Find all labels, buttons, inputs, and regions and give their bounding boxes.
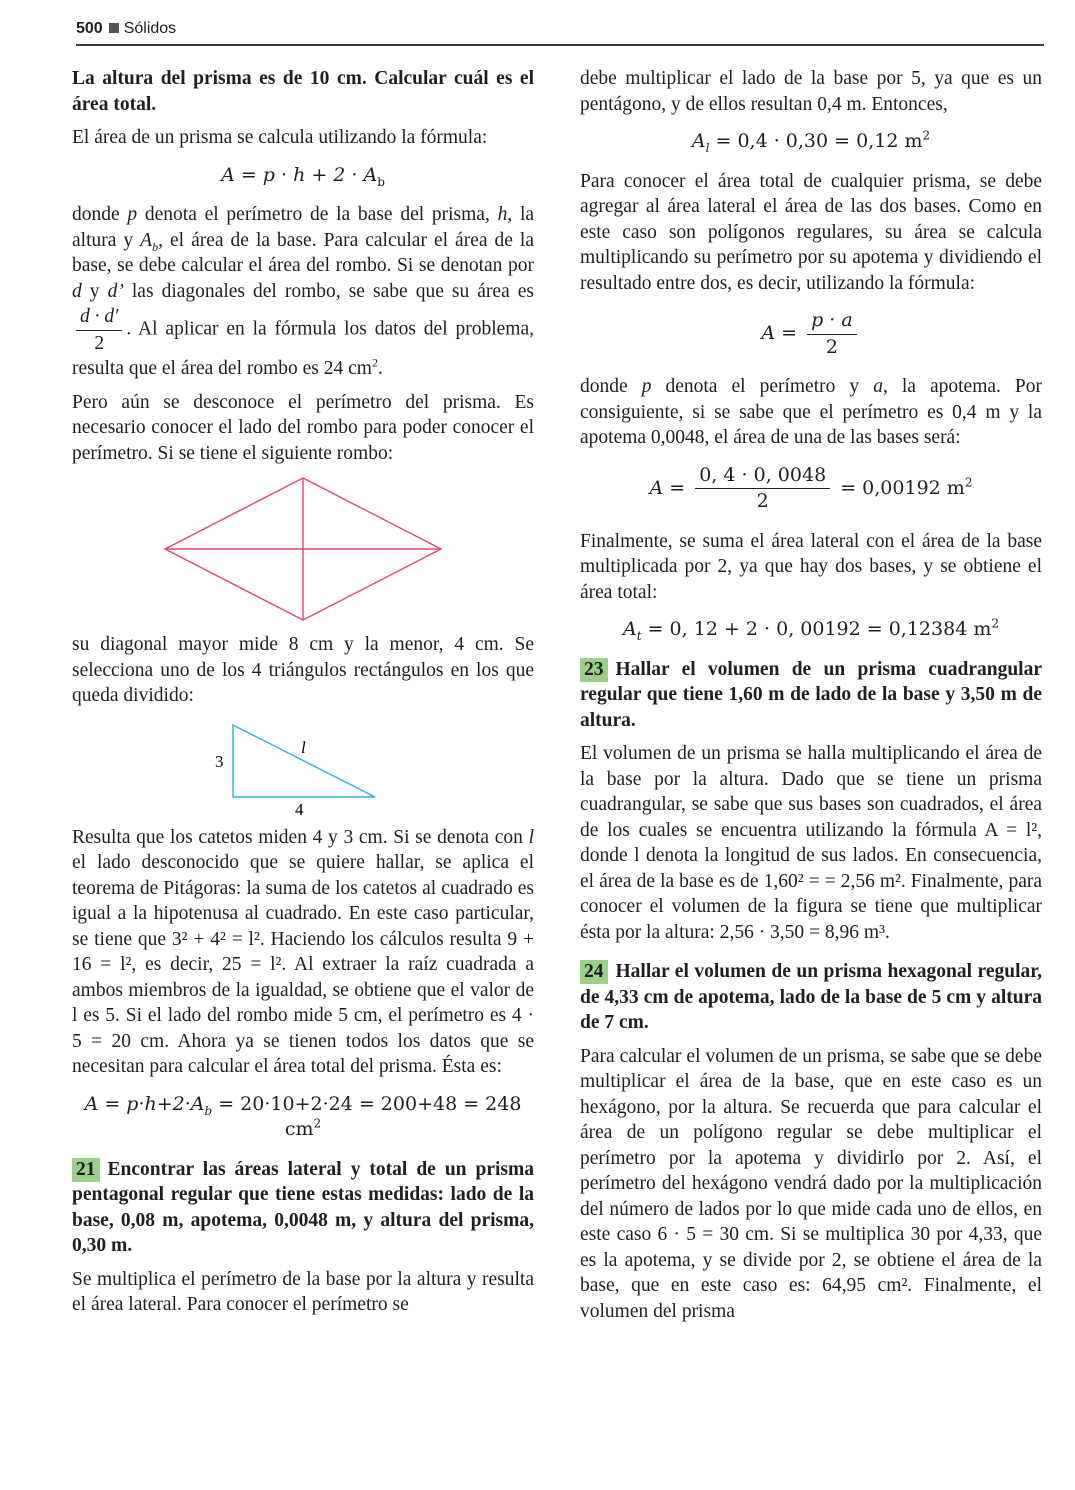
question-text: Encontrar las áreas lateral y total de un prisma pentagonal regular que tiene estas medidas: lado de la base, 0,08 m, apotema, 0,0048 m, y altura del prisma, 0,30 m.	[72, 1158, 534, 1256]
text: .	[377, 358, 383, 379]
formula-superscript: 2	[964, 475, 973, 490]
denominator: 2	[756, 490, 769, 512]
text: las diagonales del rombo, se sabe que su área es	[131, 280, 535, 302]
variable: A	[140, 229, 153, 251]
formula-subscript: b	[204, 1103, 213, 1118]
text: denota el perímetro y	[665, 376, 860, 397]
paragraph	[72, 825, 534, 1080]
section-title: Sólidos	[123, 20, 177, 37]
question-21	[72, 1157, 534, 1259]
paragraph: Pero aún se desconoce el perímetro del prisma. Es necesario conocer el lado del rombo para poder conocer el perímetro. Si se tiene el siguiente rombo:	[72, 391, 534, 464]
variable: p	[641, 376, 652, 397]
text: y	[89, 280, 100, 302]
formula-text: = 0,00192 m	[840, 476, 965, 499]
paragraph: El área de un prisma se calcula utilizando la fórmula:	[72, 127, 488, 148]
right-column	[580, 66, 1042, 1332]
paragraph: El volumen de un prisma se halla multiplicando el área de la base por la altura. Dado que se tiene un prisma cuadrangular, se sabe que sus bases son cuadrados, el área de los cuales se encuentra utilizando la fórmula A = l², donde l denota la longitud de sus lados. En consecuencia, el área de la base es de 1,60² = = 2,56 m². Finalmente, para conocer el volumen de la figura se tiene que multiplicar ésta por la altura: 2,56 · 3,50 = 8,96 m³.	[580, 743, 1042, 943]
formula-text: A =	[649, 476, 686, 499]
formula-subscript: l	[705, 140, 710, 155]
text: donde	[72, 204, 120, 225]
paragraph	[580, 374, 1042, 451]
paragraph	[72, 202, 534, 382]
variable: a	[873, 376, 883, 397]
triangle-label-side: 3	[215, 751, 224, 771]
variable: d	[72, 280, 82, 302]
fraction	[695, 463, 830, 515]
variable: l	[528, 826, 534, 848]
text: el lado desconocido que se quiere hallar, se aplica el teorema de Pitágoras: la suma de los catetos al cuadrado es igual a la hipotenusa al cuadrado. En este caso particular, se tiene que 3² + 4² = l². Haciendo los cálculos resulta 9 + 16 = l², es decir, 25 = l². Al extraer la raíz cuadrada a ambos miembros de la igualdad, se obtiene que el valor de l es 5. Si el lado del rombo mide 5 cm, el perímetro es 4 · 5 = 20 cm. Ahora ya se tienen todos los datos que se necesitan para calcular el área total del prisma. Ésta es:	[72, 852, 534, 1077]
text: . Al aplicar en la fórmula los datos del problema, resulta que el área del rombo es 24 cm	[72, 318, 534, 379]
question-number-badge: 21	[72, 1158, 100, 1182]
paragraph: Para conocer el área total de cualquier prisma, se debe agregar al área lateral el área de las dos bases. Como en este caso son polígonos regulares, su área se calcula multiplicando su perímetro por su apotema y dividiendo el resultado entre dos, es decir, utilizando la fórmula:	[580, 170, 1042, 294]
formula-text: A	[691, 130, 706, 152]
superscript: 2	[371, 355, 378, 370]
formula-superscript: 2	[991, 616, 999, 631]
paragraph: Para calcular el volumen de un prisma, se sabe que se debe multiplicar el área de la base, que en este caso es un hexágono, por la altura. Se recuerda que para calcular el área de un polígono regular se debe multiplicar el perímetro por la apotema y dividirlo por 2. Así, el perímetro del hexágono vendrá dado por la multiplicación del número de lados por lo que mide cada uno de ellos, en este caso 6 · 5 = 30 cm. Si se multiplica 30 por 4,33, que es la apotema, y se divide por 2, se obtiene el área de la base, que en este caso es: 64,95 cm². Finalmente, el volumen del prisma	[580, 1045, 1042, 1322]
text: Resulta que los catetos miden 4 y 3 cm. Si se denota con	[72, 826, 523, 848]
formula-text: = 0,4 · 0,30 = 0,12 m	[709, 130, 923, 152]
denominator: 2	[825, 335, 838, 358]
paragraph: Finalmente, se suma el área lateral con el área de la base multiplicada por 2, ya que hay dos bases, y se obtiene el área total:	[580, 530, 1042, 603]
question-24	[580, 959, 1042, 1036]
triangle-label-base: 4	[295, 799, 304, 817]
question-number-badge: 24	[580, 960, 608, 984]
square-bullet-icon	[109, 23, 119, 33]
formula-superscript: 2	[313, 1116, 322, 1131]
question-23	[580, 657, 1042, 734]
text: denota el perímetro de la base del prisma,	[144, 204, 490, 225]
question-text: Hallar el volumen de un prisma cuadrangular regular que tiene 1,60 m de lado de la base y 3,50 m de altura.	[580, 658, 1042, 731]
numerator: p · a	[811, 309, 853, 331]
formula-text: A	[623, 618, 637, 640]
numerator: d · d′	[80, 306, 119, 327]
paragraph: su diagonal mayor mide 8 cm y la menor, 4 cm. Se selecciona uno de los 4 triángulos rectángulos en los que queda dividido:	[72, 634, 534, 706]
formula-lateral	[580, 129, 1042, 155]
variable: d’	[107, 280, 124, 302]
formula-superscript: 2	[922, 128, 931, 143]
triangle-label-hypotenuse: l	[301, 737, 306, 757]
text: , el área de la base. Para calcular el área de la base, se debe calcular el área del rombo. Si se denotan por	[72, 229, 535, 276]
question-number-badge: 23	[580, 658, 608, 682]
formula-polygon-area	[580, 308, 1042, 360]
rhombus-figure	[153, 474, 453, 624]
formula-text: A =	[761, 322, 798, 344]
numerator: 0, 4 · 0, 0048	[695, 463, 830, 490]
triangle-figure	[203, 717, 403, 817]
page-number: 500	[76, 20, 103, 37]
right-triangle	[233, 725, 375, 797]
formula-subscript: t	[636, 628, 642, 643]
formula-text: = 20·10+2·24 = 200+48 = 248 cm	[212, 1092, 522, 1140]
formula-total-area	[580, 617, 1042, 643]
formula-text: A = p · h + 2 · A	[221, 163, 378, 186]
paragraph: Se multiplica el perímetro de la base por la altura y resulta el área lateral. Para conocer el perímetro se	[72, 1268, 534, 1315]
page-header	[76, 18, 1044, 46]
paragraph: debe multiplicar el lado de la base por 5, ya que es un pentágono, y de ellos resultan 0,4 m. Entonces,	[580, 68, 1042, 115]
formula-text: A = p·h+2·A	[84, 1092, 205, 1115]
formula-area	[72, 163, 534, 189]
variable: h	[497, 204, 508, 225]
text: , la altura y	[72, 204, 535, 251]
variable-subscript: b	[152, 239, 159, 254]
text: donde	[580, 376, 628, 397]
formula-base-area	[580, 463, 1042, 515]
denominator: 2	[94, 332, 105, 354]
fraction	[807, 308, 857, 360]
variable: p	[127, 204, 138, 225]
formula-total	[72, 1092, 534, 1143]
left-column	[72, 66, 534, 1326]
question-intro: La altura del prisma es de 10 cm. Calcular cuál es el área total.	[72, 68, 534, 115]
text: , la apotema. Por consiguiente, si se sabe que el perímetro es 0,4 m y la apotema 0,0048, el área de una de las bases será:	[580, 376, 1043, 448]
question-text: Hallar el volumen de un prisma hexagonal regular, de 4,33 cm de apotema, lado de la base de 5 cm y altura de 7 cm.	[580, 961, 1042, 1033]
formula-subscript: b	[377, 174, 385, 189]
formula-text: = 0, 12 + 2 · 0, 00192 = 0,12384 m	[641, 618, 992, 640]
fraction	[76, 304, 122, 356]
